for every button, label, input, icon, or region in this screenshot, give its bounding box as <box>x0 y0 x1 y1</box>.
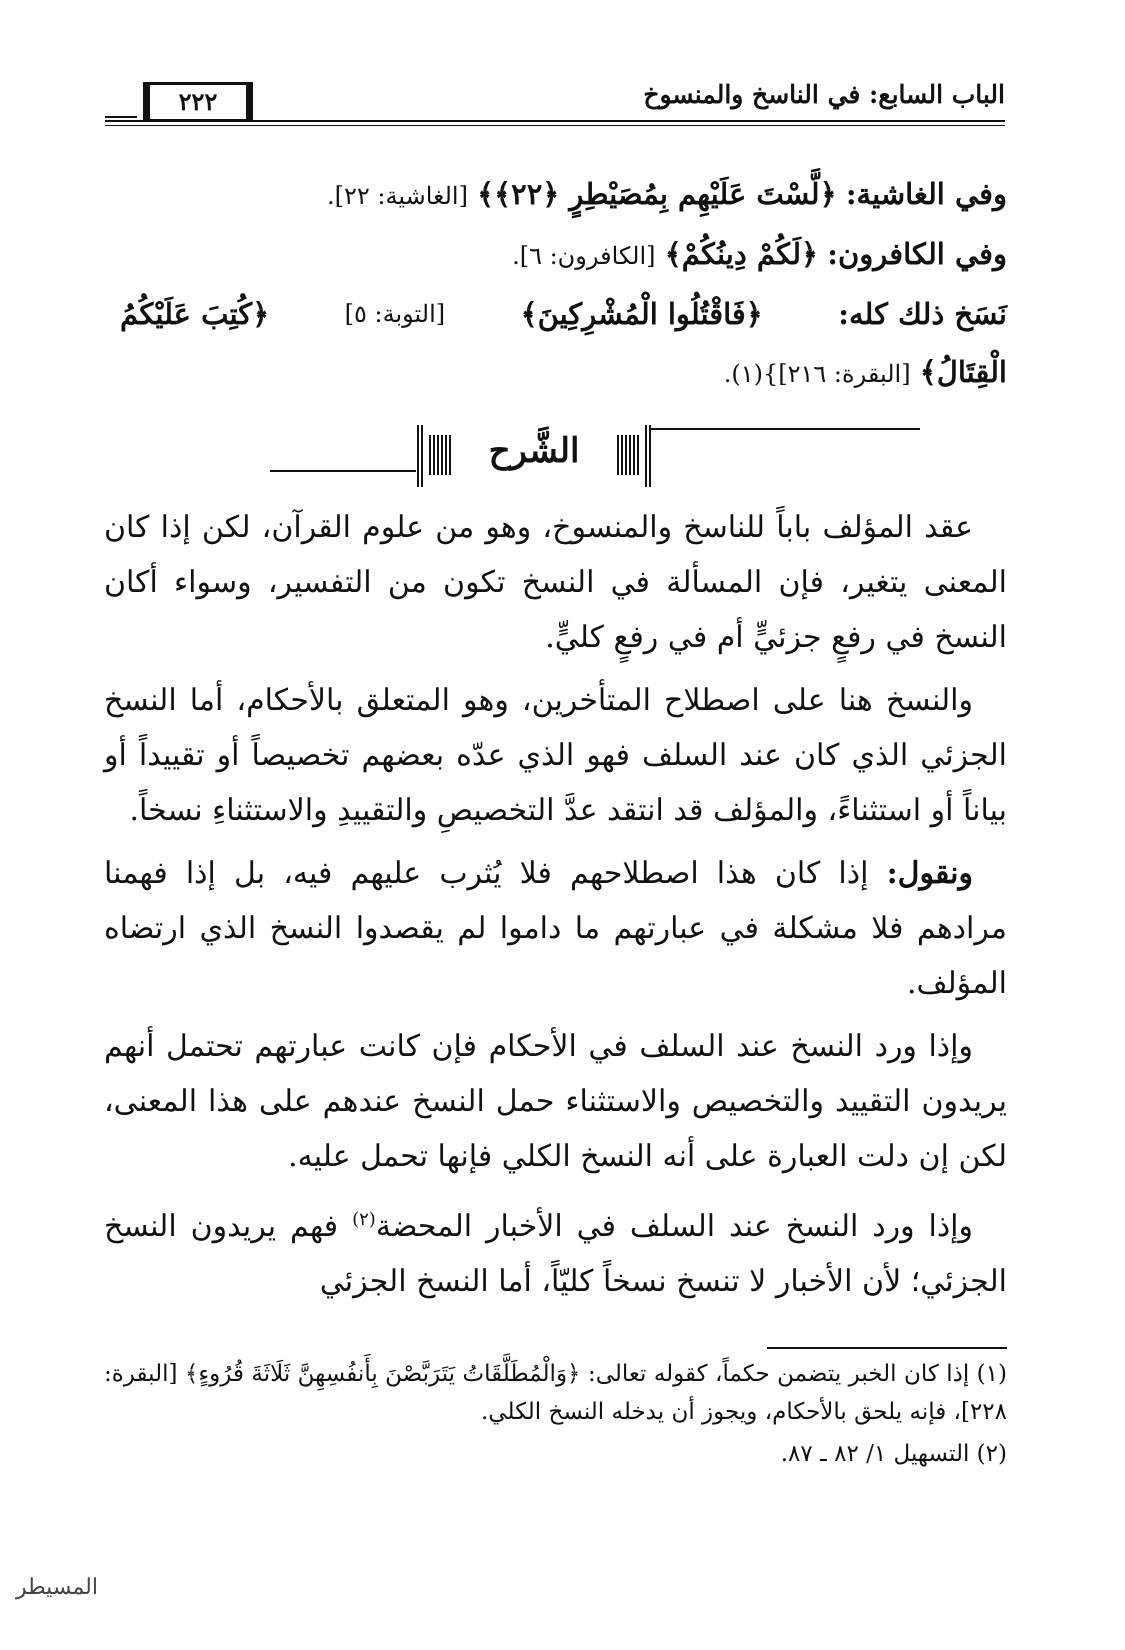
paragraph <box>104 1192 1007 1309</box>
paragraph-text: وإذا ورد النسخ عند السلف في الأخبار المحضة <box>375 1209 973 1244</box>
page-number: ٢٢٢ <box>143 82 253 122</box>
section-title: الشَّرح <box>488 431 580 471</box>
verse-prefix: نَسَخ ذلك كله: <box>838 297 1007 331</box>
publisher-logo: المسيطر <box>16 1575 98 1600</box>
quran-quote: ﴿كُتِبَ عَلَيْكُمُ <box>120 297 270 331</box>
paragraph: وإذا ورد النسخ عند السلف في الأحكام فإن كانت عبارتهم تحتمل أنهم يريدون التقييد والتخصيص والاستثناء حمل النسخ عندهم على هذا المعنى، لكن إن دلت العبارة على أنه النسخ الكلي فإنها تحمل عليه. <box>104 1029 1007 1174</box>
paragraph-text: فهم يريدون النسخ الجزئي؛ لأن الأخبار لا تنسخ نسخاً كليّاً، أما النسخ الجزئي <box>104 1209 1007 1299</box>
verse-block <box>120 165 1007 403</box>
paragraph <box>104 846 1007 1011</box>
verse-line-kafirun <box>120 225 1007 285</box>
section-heading <box>0 415 1125 495</box>
verse-prefix: وفي الكافرون: <box>827 237 1007 271</box>
footnote-rule <box>767 1347 1007 1349</box>
header-rule <box>105 120 1005 122</box>
verse-reference: [البقرة: ٢١٦]} <box>762 360 911 388</box>
verse-line-ghashiya <box>120 165 1007 225</box>
footnote-marker: (١). <box>723 360 763 388</box>
footnote-marker: (٢) <box>352 1209 376 1230</box>
verse-reference: [الكافرون: ٦]. <box>512 242 656 270</box>
footnotes <box>104 1355 1007 1477</box>
footnote: (١) إذا كان الخبر يتضمن حكماً، كقوله تعالى: ﴿وَالْمُطَلَّقَاتُ يَتَرَبَّصْنَ بِأَنفُسِهِنَّ ثَلَاثَةَ قُرُوءٍ﴾ [البقرة: ٢٢٨]، فإنه يلحق بالأحكام، ويجوز أن يدخله النسخ الكلي. <box>104 1361 1007 1425</box>
quran-quote: ﴿فَاقْتُلُوا الْمُشْرِكِينَ﴾ <box>520 297 763 331</box>
commentary-body <box>104 500 1007 1317</box>
quran-quote: ﴿لَّسْتَ عَلَيْهِم بِمُصَيْطِرٍ ﴿٢٢﴾﴾ <box>477 177 837 211</box>
verse-prefix: وفي الغاشية: <box>845 177 1007 211</box>
running-header <box>105 72 1005 122</box>
verse-line-naskh <box>120 285 1007 343</box>
paragraph: والنسخ هنا على اصطلاح المتأخرين، وهو المتعلق بالأحكام، أما النسخ الجزئي الذي كان عند السلف فهو الذي عدّه بعضهم تخصيصاً أو تقييداً أو بياناً أو استثناءً، والمؤلف قد انتقد عدَّ التخصيصِ والتقييدِ والاستثناءِ نسخاً. <box>104 683 1007 828</box>
verse-reference: [التوبة: ٥] <box>344 300 446 328</box>
quran-quote: الْقِتَالُ﴾ <box>919 355 1007 389</box>
verse-reference: [الغاشية: ٢٢]. <box>326 182 468 210</box>
footnote: (٢) التسهيل ١/ ٨٢ ـ ٨٧. <box>780 1441 1007 1467</box>
chapter-title: الباب السابع: في الناسخ والمنسوخ <box>643 80 1005 109</box>
verse-line-qital <box>120 343 1007 403</box>
heading-frame <box>417 425 651 487</box>
paragraph-lead: ونقول: <box>886 856 973 891</box>
header-rule-tick <box>105 116 137 118</box>
paragraph: عقد المؤلف باباً للناسخ والمنسوخ، وهو من علوم القرآن، لكن إذا كان المعنى يتغير، فإن المسألة في النسخ تكون من التفسير، وسواء أكان النسخ في رفعٍ جزئيٍّ أم في رفعٍ كليٍّ. <box>104 510 1007 655</box>
header-rule-thin <box>105 125 1005 126</box>
paragraph-text: إذا كان هذا اصطلاحهم فلا يُثرب عليهم فيه، بل إذا فهمنا مرادهم فلا مشكلة في عبارتهم ما داموا لم يقصدوا النسخ الذي ارتضاه المؤلف. <box>104 856 1008 1001</box>
quran-quote: ﴿لَكُمْ دِينُكُمْ﴾ <box>664 237 819 271</box>
